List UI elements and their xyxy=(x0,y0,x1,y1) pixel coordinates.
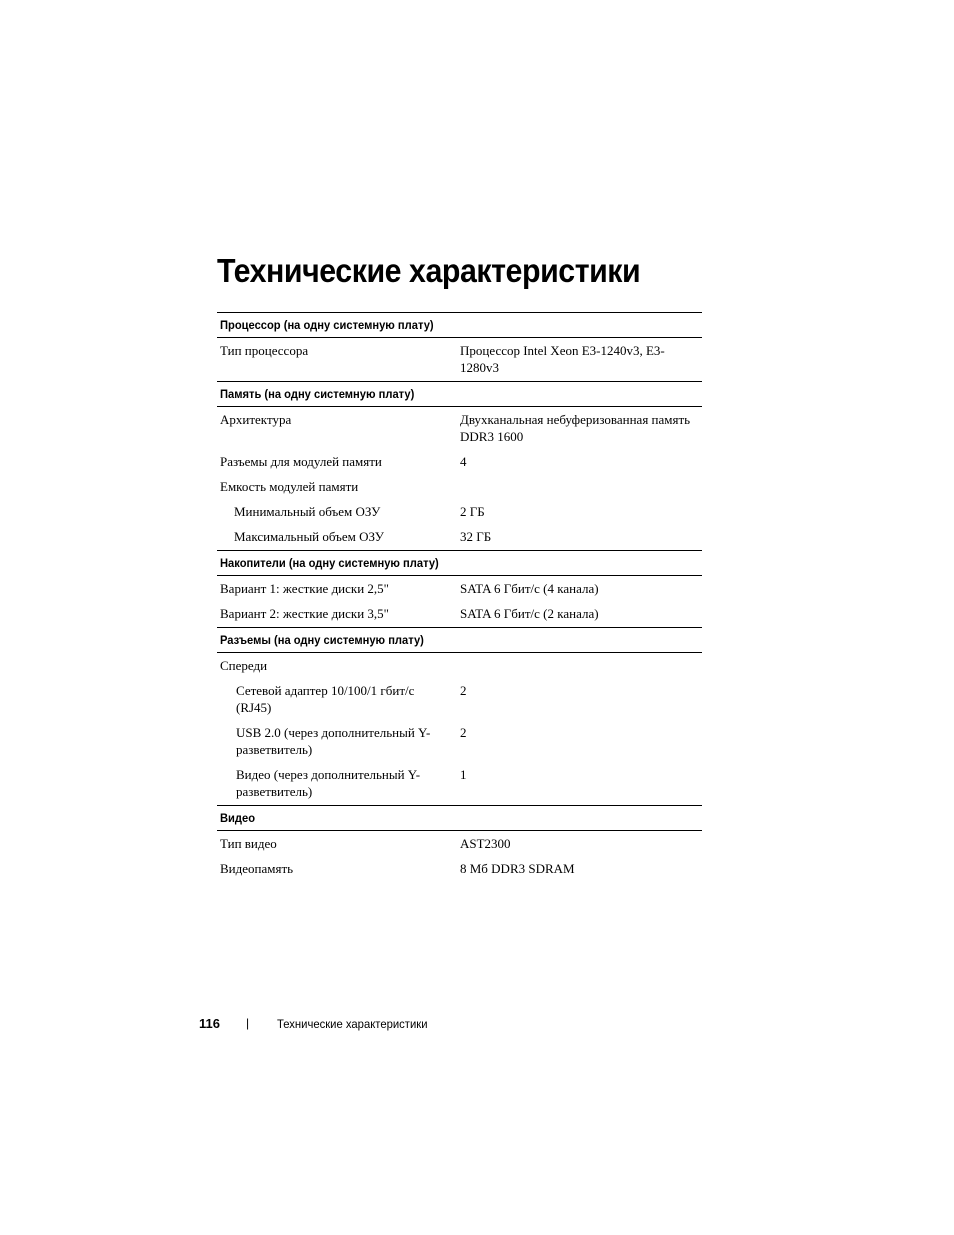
spec-value: 8 Мб DDR3 SDRAM xyxy=(460,861,575,876)
section-header xyxy=(217,805,702,831)
spec-row xyxy=(217,724,702,766)
spec-table xyxy=(217,312,702,882)
spec-row xyxy=(217,682,702,724)
spec-row xyxy=(217,342,702,376)
page-number: 116 xyxy=(199,1016,220,1031)
spec-value: 32 ГБ xyxy=(460,529,492,544)
spec-row xyxy=(217,478,702,503)
page-title: Технические характеристики xyxy=(217,252,641,289)
section-header-label: Процессор (на одну системную плату) xyxy=(220,318,434,332)
spec-value: 1 xyxy=(460,767,467,782)
section-rows xyxy=(217,338,702,381)
spec-value xyxy=(460,657,702,674)
spec-value xyxy=(460,478,702,495)
spec-label: Тип видео xyxy=(220,836,277,851)
spec-label: Архитектура xyxy=(220,412,292,427)
spec-row xyxy=(217,766,702,800)
section-header-label: Разъемы (на одну системную плату) xyxy=(220,633,424,647)
spec-row xyxy=(217,860,702,877)
section-header-label: Видео xyxy=(220,811,256,825)
spec-label: Тип процессора xyxy=(220,343,309,358)
spec-value: AST2300 xyxy=(460,836,511,851)
section-rows xyxy=(217,576,702,627)
spec-value: 2 xyxy=(460,683,467,698)
section-rows xyxy=(217,407,702,550)
spec-label: USB 2.0 (через дополнительный Y-разветвитель) xyxy=(236,725,431,757)
spec-label: Сетевой адаптер 10/100/1 гбит/с (RJ45) xyxy=(236,683,415,715)
spec-row xyxy=(217,528,702,545)
section-header-label: Память (на одну системную плату) xyxy=(220,387,415,401)
spec-value: 4 xyxy=(460,454,467,469)
spec-label: Вариант 1: жесткие диски 2,5" xyxy=(220,581,389,596)
spec-label: Спереди xyxy=(220,658,268,673)
spec-value: SATA 6 Гбит/с (2 канала) xyxy=(460,606,599,621)
section-rows xyxy=(217,831,702,882)
section-header xyxy=(217,550,702,576)
spec-label: Видеопамять xyxy=(220,861,294,876)
spec-value: Процессор Intel Xeon E3-1240v3, E3-1280v3 xyxy=(460,343,665,375)
spec-row xyxy=(217,657,702,682)
spec-row xyxy=(217,453,702,478)
spec-label: Видео (через дополнительный Y-разветвитель) xyxy=(236,767,421,799)
section-rows xyxy=(217,653,702,805)
footer-separator: | xyxy=(246,1016,250,1030)
section-header-label: Накопители (на одну системную плату) xyxy=(220,556,439,570)
section-header xyxy=(217,627,702,653)
spec-label: Минимальный объем ОЗУ xyxy=(234,504,381,519)
spec-row xyxy=(217,835,702,860)
spec-label: Разъемы для модулей памяти xyxy=(220,454,382,469)
section-header xyxy=(217,381,702,407)
spec-row xyxy=(217,580,702,605)
spec-row xyxy=(217,605,702,622)
spec-label: Вариант 2: жесткие диски 3,5" xyxy=(220,606,389,621)
spec-value: SATA 6 Гбит/с (4 канала) xyxy=(460,581,599,596)
footer-running-title: Технические характеристики xyxy=(277,1017,428,1031)
spec-value: Двухканальная небуферизованная память DDR3 1600 xyxy=(460,412,691,444)
spec-value: 2 xyxy=(460,725,467,740)
spec-label: Максимальный объем ОЗУ xyxy=(234,529,384,544)
spec-row xyxy=(217,411,702,453)
section-header xyxy=(217,312,702,338)
spec-row xyxy=(217,503,702,528)
spec-label: Емкость модулей памяти xyxy=(220,479,359,494)
spec-value: 2 ГБ xyxy=(460,504,485,519)
